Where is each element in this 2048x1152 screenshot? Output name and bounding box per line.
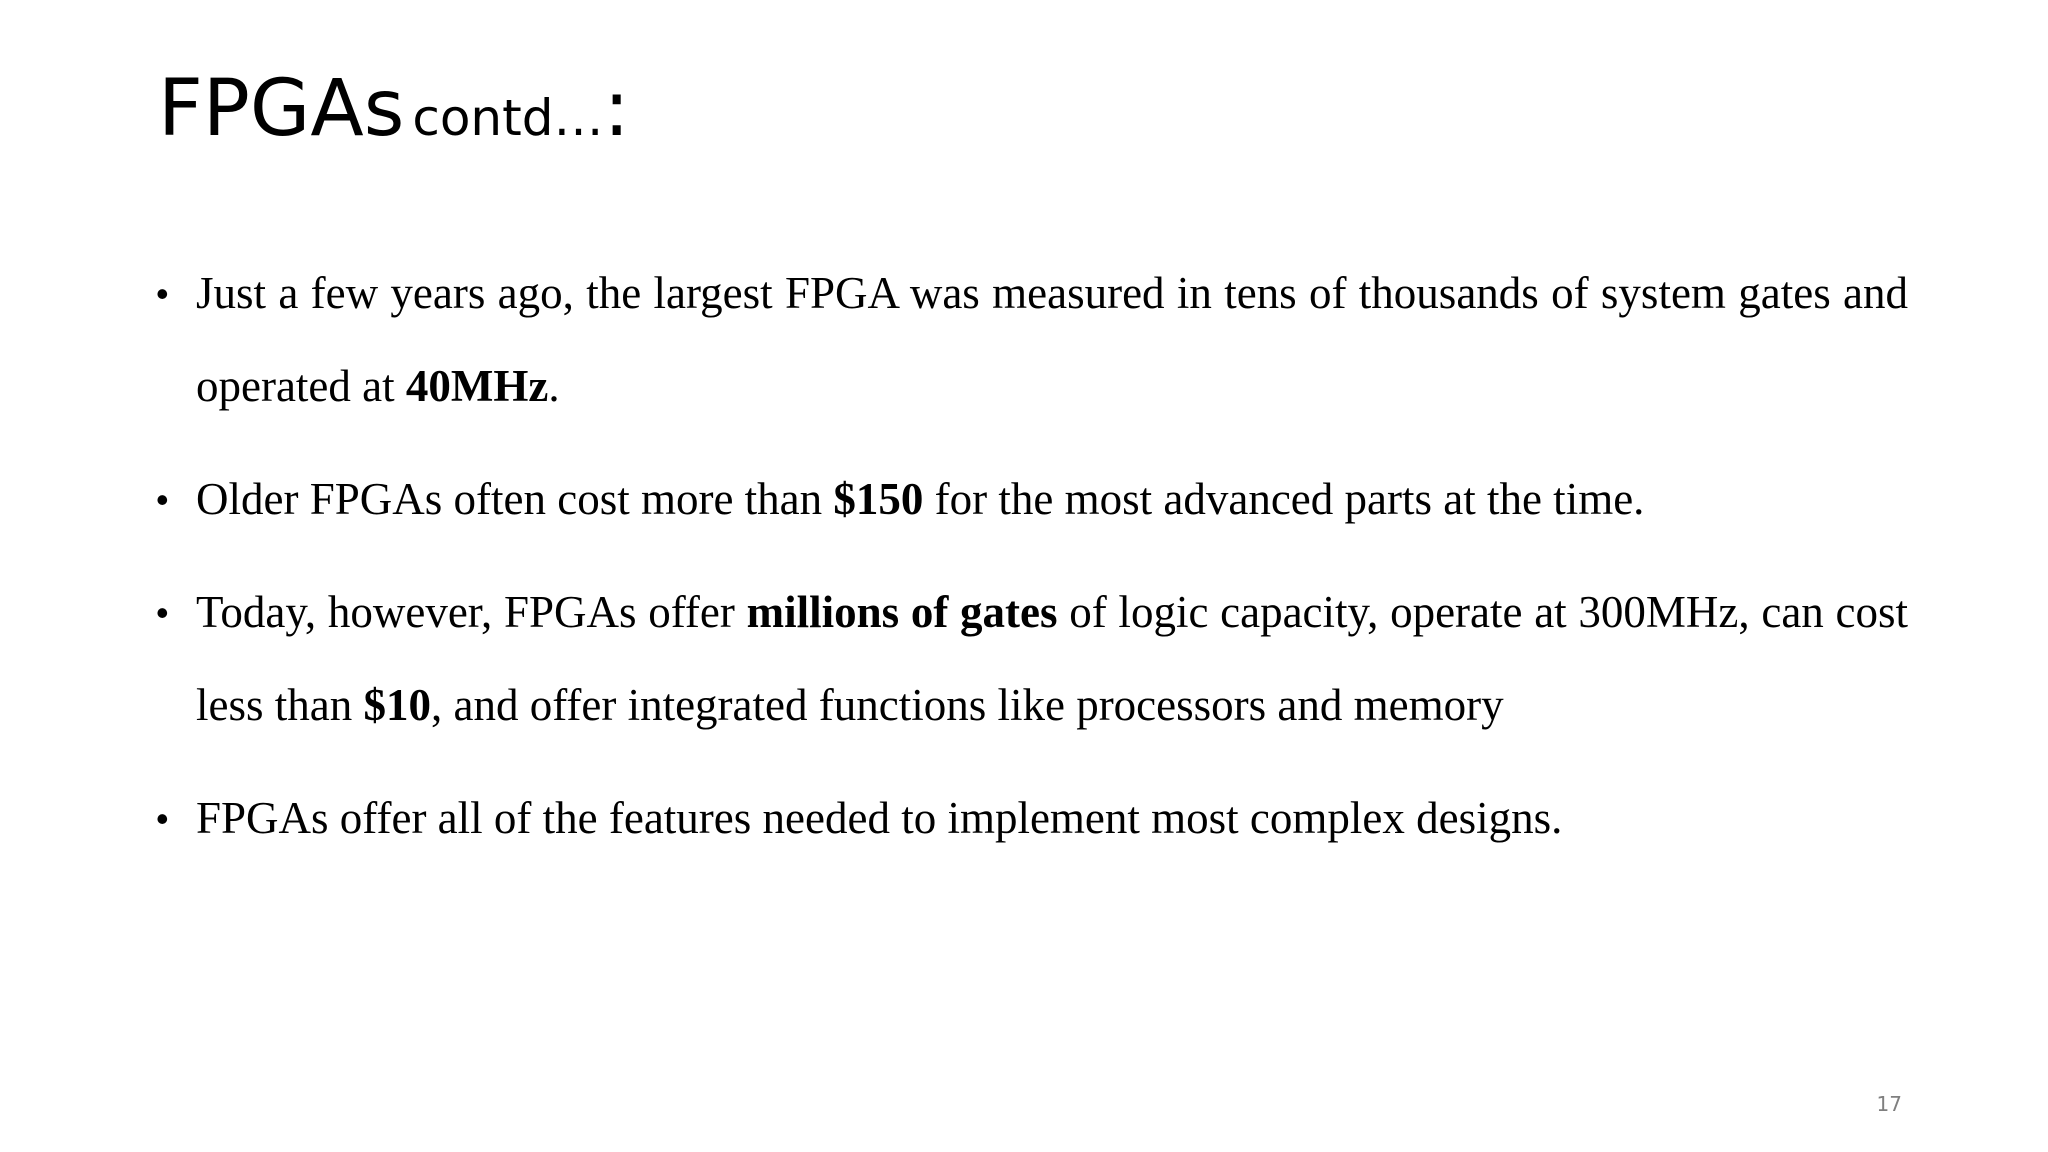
bullet-item	[150, 453, 1908, 546]
bullet-text-part: of logic capacity, operate at 300MHz, can cost less than	[196, 587, 1908, 730]
bullet-text-part: Older FPGAs often cost more than	[196, 474, 834, 524]
bullet-text-part: Today, however, FPGAs offer	[196, 587, 747, 637]
bullet-text-bold: $10	[363, 680, 431, 730]
slide-title-main: FPGAs	[158, 64, 405, 154]
bullet-item	[150, 566, 1908, 752]
slide-title-colon: :	[603, 64, 630, 154]
bullet-text-bold: millions of gates	[746, 587, 1058, 637]
bullet-dot-icon: •	[156, 479, 169, 520]
bullet-text-part: FPGAs offer all of the features needed to implement most complex designs.	[196, 793, 1563, 843]
bullet-text-part: , and offer integrated functions like processors and memory	[430, 680, 1504, 730]
bullet-dot-icon: •	[156, 798, 169, 839]
bullet-item	[150, 772, 1908, 865]
bullet-text-bold: 40MHz	[405, 361, 549, 411]
page-number: 17	[1876, 1092, 1902, 1116]
bullet-dot-icon: •	[156, 592, 169, 633]
slide-title	[158, 64, 630, 154]
bullet-text-part: Just a few years ago, the largest FPGA was measured in tens of thousands of system gates and operated at	[196, 268, 1908, 411]
bullet-dot-icon: •	[156, 273, 169, 314]
bullet-text-part: for the most advanced parts at the time.	[923, 474, 1645, 524]
bullet-item	[150, 247, 1908, 433]
bullet-text-part: .	[548, 361, 560, 411]
bullet-text-bold: $150	[833, 474, 924, 524]
slide-title-sub: contd…	[412, 89, 604, 147]
bullet-list	[150, 247, 1908, 885]
